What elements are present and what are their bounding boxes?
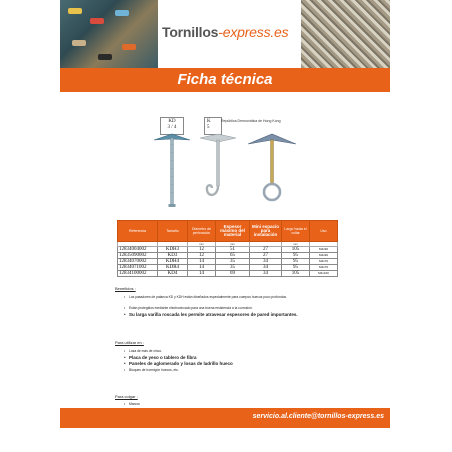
cell-diametro: 14 [188,265,216,271]
cell-espesor: 69 [216,271,250,277]
list-item: • Están protegidos mediante electrocincado para una buena resistencia a la corrosión. [124,305,298,312]
cell-uso: M4x70 [310,259,338,265]
cell-tamano: KDH3 [158,247,188,253]
cell-diametro: 12 [188,247,216,253]
toggle-eye-bolt-image [248,134,296,200]
header-photo-tools [60,0,158,68]
cell-tamano: KDR4 [158,265,188,271]
cell-uso: M4x100 [310,271,338,277]
header [60,0,390,68]
col-header-largo: Largo hasta el collar [282,221,310,242]
site-logo[interactable] [162,24,288,40]
cell-diametro: 14 [188,259,216,265]
cell-espesor: 35 [216,265,250,271]
cell-largo: 95 [282,259,310,265]
footer-bar [60,408,390,428]
list-item: • Los pasadores de palanca KD y KDH están diseñados especialmente para cuerpos huecos poco profundos. [124,294,298,301]
k-label-line1: K [207,119,211,124]
cell-mini-espacio: 34 [250,259,282,265]
cell-uso: M4x70 [310,265,338,271]
unit-cell: mm [188,242,216,247]
cell-referencia: 12835090002 [118,253,158,259]
cell-espesor: 65 [216,253,250,259]
section-title-beneficios: Beneficios : [115,286,136,291]
technical-table [117,220,337,277]
list-item: • Placa de yeso o tablero de fibra [124,355,233,361]
col-header-diametro: Diámetro de perforación [188,221,216,242]
cell-espesor: 35 [216,259,250,265]
title-banner [60,68,390,92]
section-title-para-utilizar: Para utilizar en : [115,340,144,345]
col-header-referencia: Referencia [118,221,158,242]
cell-mini-espacio: 34 [250,265,282,271]
list-item: • Bloques de hormigón huecos, etc. [124,367,233,374]
spec-table [117,220,338,277]
kd-label-line1: KD [168,119,176,124]
col-header-uso: Uso [310,221,338,242]
list-item: • Losa de más de cinco. [124,348,233,355]
list-item: • Paneles de aglomerado y losas de ladrillo hueco [124,361,233,367]
cell-largo: 105 [282,247,310,253]
footer-email-link[interactable]: servicio.al.cliente@tornillos-express.es [252,413,384,420]
cell-tamano: KD4 [158,271,188,277]
unit-cell: mm [216,242,250,247]
cell-referencia: 12834070002 [118,259,158,265]
cell-referencia: 12834004002 [118,247,158,253]
header-photo-screws [301,0,390,68]
logo-suffix-text: -express.es [218,24,289,40]
col-header-tamano: Tamaño [158,221,188,242]
toggle-hook-k-image [200,134,236,195]
cell-espesor: 51 [216,247,250,253]
cell-referencia: 12834071002 [118,265,158,271]
cell-uso: M4x90 [310,247,338,253]
beneficios-list [124,294,298,317]
cell-tamano: KDH4 [158,259,188,265]
cell-largo: 95 [282,253,310,259]
k-label-note: República Democrática de Hong Kong [221,119,281,123]
section-title-para-colgar: Para colgar : [115,394,138,399]
cell-diametro: 12 [188,253,216,259]
page-title: Ficha técnica [177,71,273,88]
list-item: • Su larga varilla roscada les permite atravesar espesores de pared importantes. [124,312,298,317]
para-utilizar-list [124,348,233,374]
cell-largo: 105 [282,271,310,277]
unit-cell: mm [282,242,310,247]
k-label-line2: 5 [207,125,210,130]
table-row [118,271,338,277]
toggle-bolt-kd-image [154,134,190,207]
logo-main-text: Tornillos [162,24,219,40]
product-images [140,132,320,210]
list-item: • Marcos [124,402,149,407]
cell-largo: 95 [282,265,310,271]
col-header-espesor: Espesor máximo del material [216,221,250,242]
cell-mini-espacio: 27 [250,253,282,259]
kd-label-line2: 3 / 4 [167,125,177,130]
cell-referencia: 12834100002 [118,271,158,277]
cell-diametro: 14 [188,271,216,277]
cell-tamano: KD3 [158,253,188,259]
cell-mini-espacio: 27 [250,247,282,253]
cell-mini-espacio: 34 [250,271,282,277]
table-header-row [118,221,338,242]
col-header-mini-espacio: Mini espacio para instalación [250,221,282,242]
cell-uso: M4x90 [310,253,338,259]
